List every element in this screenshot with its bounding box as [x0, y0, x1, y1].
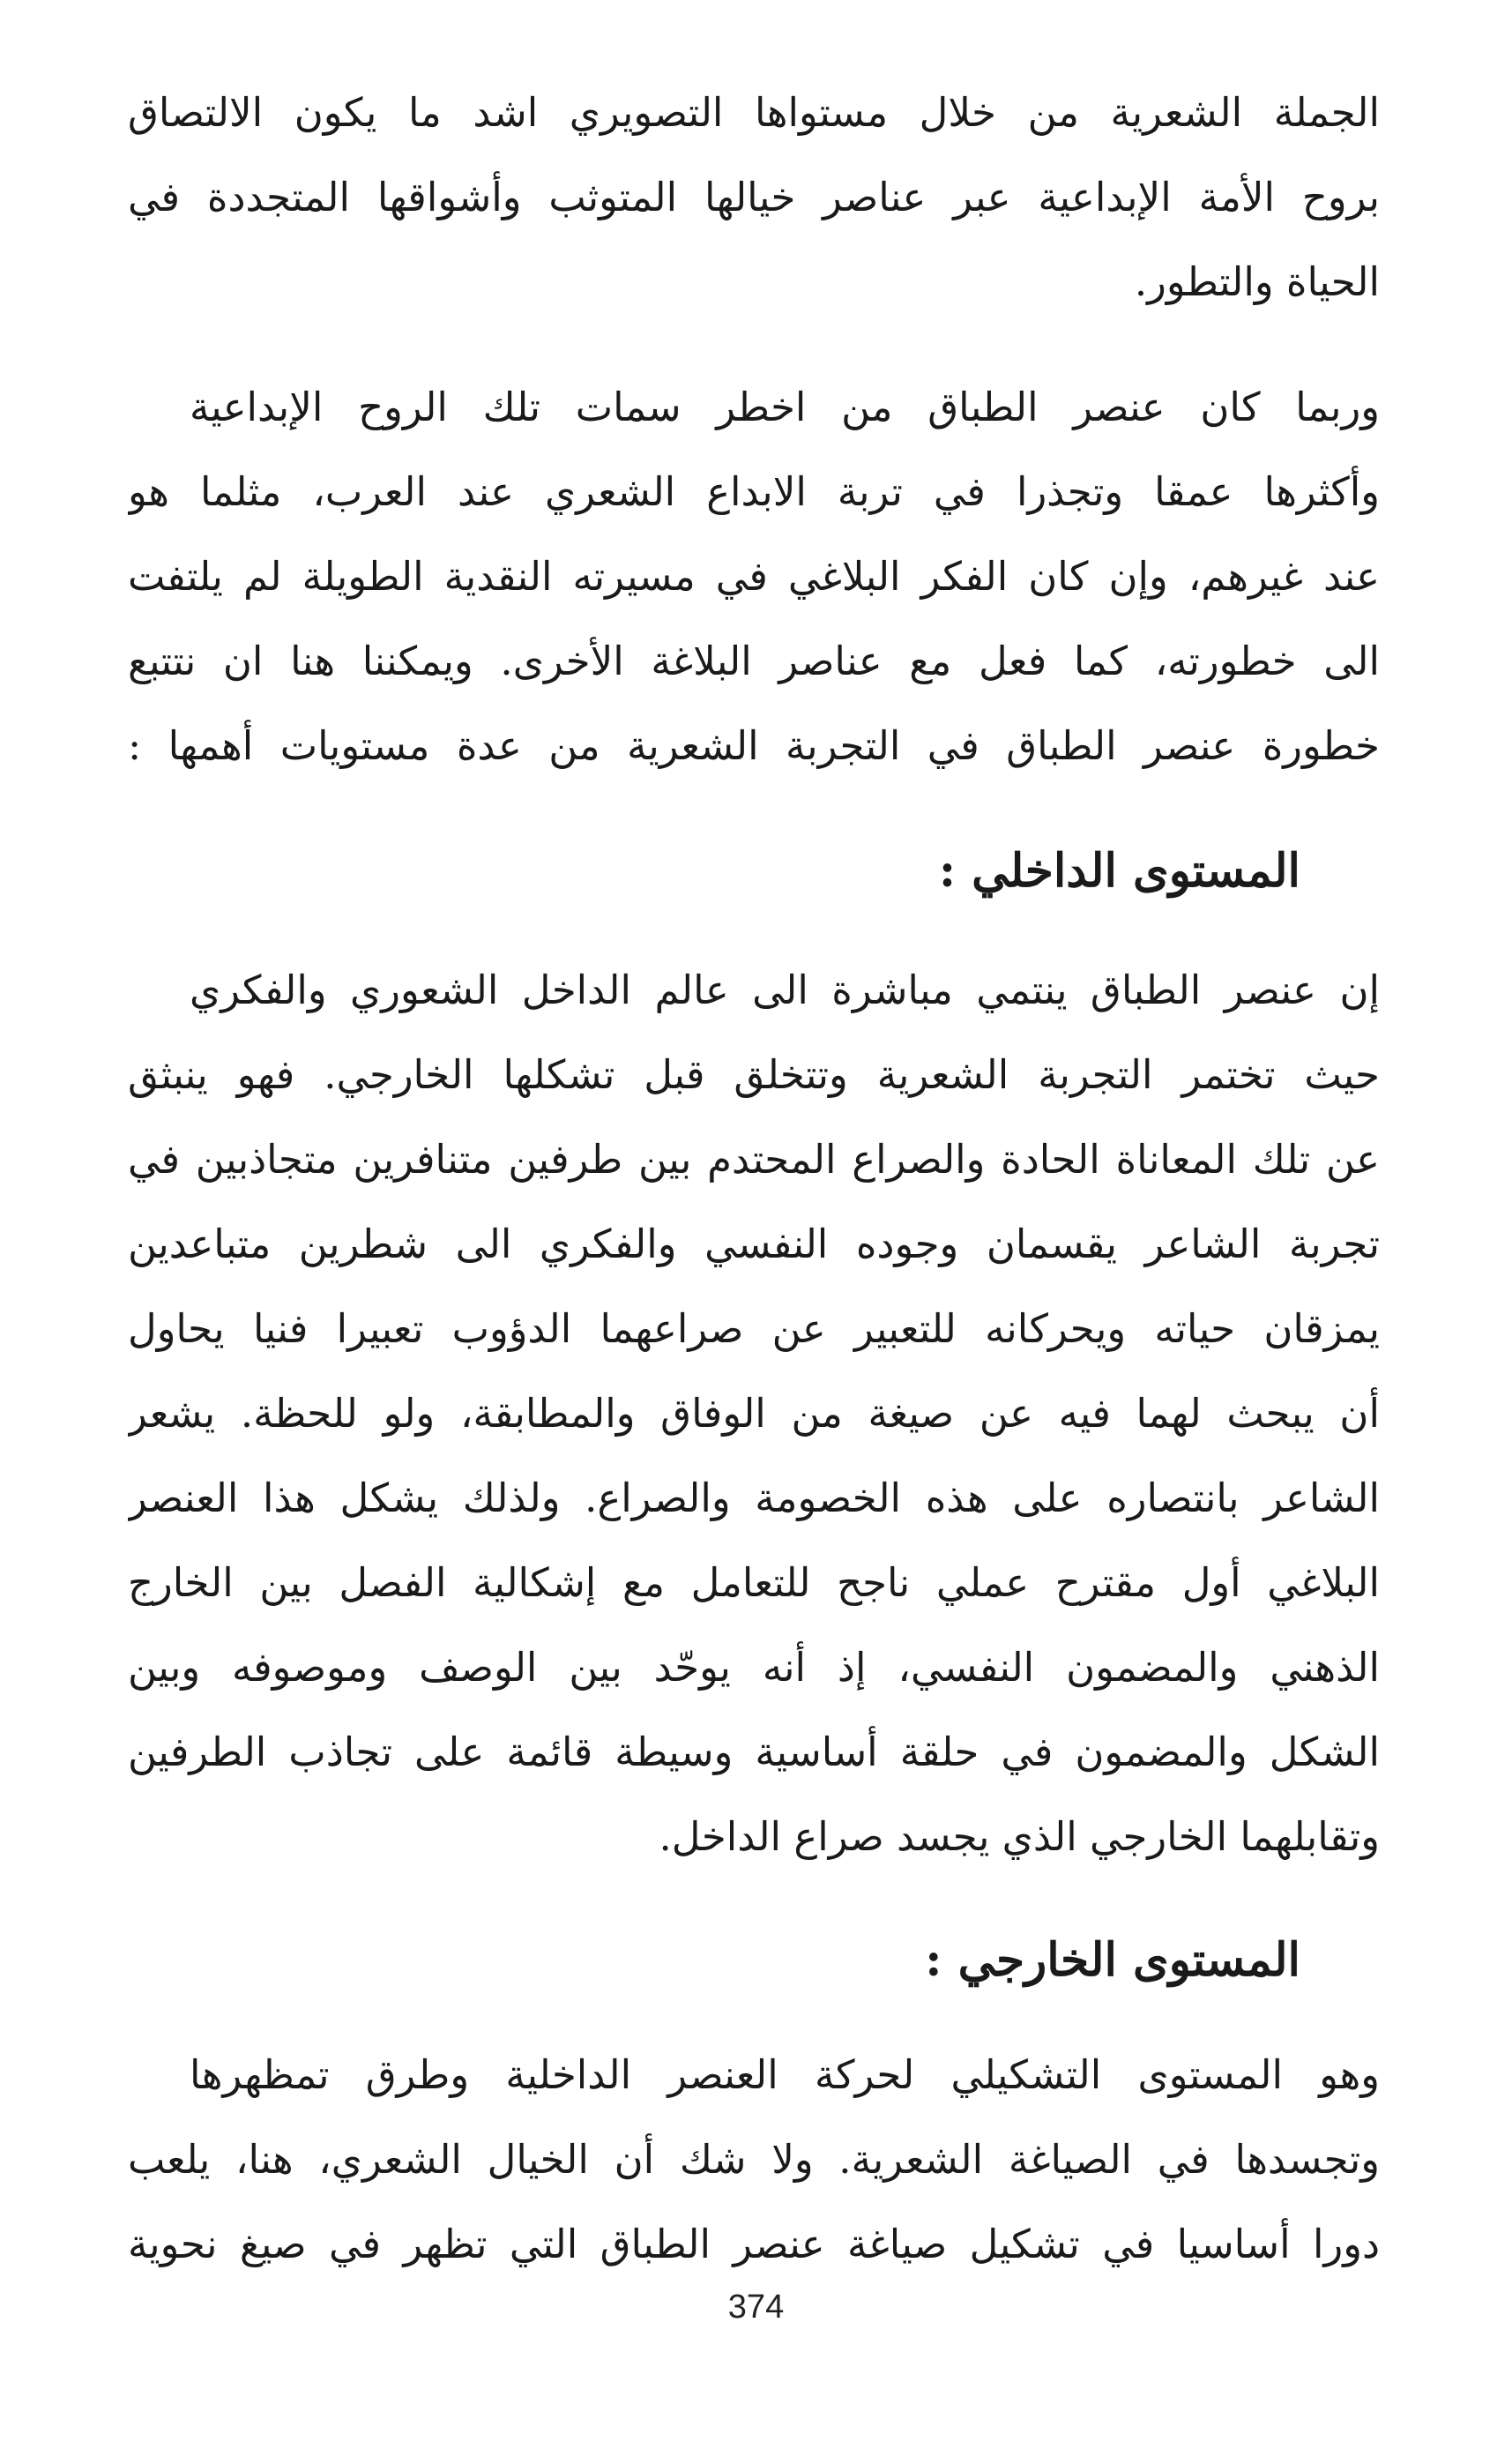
paragraph-2-line-5: خطورة عنصر الطباق في التجربة الشعرية من عدة مستويات أهمها : [128, 722, 1380, 769]
internal-line-1: إن عنصر الطباق ينتمي مباشرة الى عالم الداخل الشعوري والفكري [190, 967, 1380, 1013]
external-line-1: وهو المستوى التشكيلي لحركة العنصر الداخلية وطرق تمظهرها [190, 2051, 1380, 2098]
internal-line-8: البلاغي أول مقترح عملي ناجح للتعامل مع إشكالية الفصل بين الخارج [128, 1559, 1380, 1606]
section-heading-external: المستوى الخارجي : [925, 1933, 1300, 1987]
external-line-3: دورا أساسيا في تشكيل صياغة عنصر الطباق التي تظهر في صيغ نحوية [128, 2221, 1380, 2267]
internal-line-7: الشاعر بانتصاره على هذه الخصومة والصراع. ولذلك يشكل هذا العنصر [128, 1475, 1380, 1521]
internal-line-9: الذهني والمضمون النفسي، إذ أنه يوحّد بين الوصف وموصوفه وبين [128, 1644, 1380, 1691]
paragraph-2-line-4: الى خطورته، كما فعل مع عناصر البلاغة الأخرى. ويمكننا هنا ان نتتبع [128, 638, 1380, 684]
paragraph-1-line-3: الحياة والتطور. [1134, 258, 1380, 305]
internal-line-11: وتقابلهما الخارجي الذي يجسد صراع الداخل. [659, 1813, 1380, 1860]
section-heading-internal: المستوى الداخلي : [938, 844, 1300, 898]
internal-line-4: تجربة الشاعر يقسمان وجوده النفسي والفكري الى شطرين متباعدين [128, 1221, 1380, 1267]
paragraph-2-line-2: وأكثرها عمقا وتجذرا في تربة الابداع الشعري عند العرب، مثلما هو [128, 468, 1380, 515]
internal-line-2: حيث تختمر التجربة الشعرية وتتخلق قبل تشكلها الخارجي. فهو ينبثق [128, 1051, 1380, 1098]
paragraph-2-line-3: عند غيرهم، وإن كان الفكر البلاغي في مسيرته النقدية الطويلة لم يلتفت [128, 553, 1380, 600]
paragraph-1-line-1: الجملة الشعرية من خلال مستواها التصويري اشد ما يكون الالتصاق [128, 89, 1380, 136]
paragraph-1-line-2: بروح الأمة الإبداعية عبر عناصر خيالها المتوثب وأشواقها المتجددة في [128, 174, 1380, 220]
internal-line-10: الشكل والمضمون في حلقة أساسية وسيطة قائمة على تجاذب الطرفين [128, 1729, 1380, 1775]
page-number: 374 [727, 2289, 785, 2326]
paragraph-2-line-1: وربما كان عنصر الطباق من اخطر سمات تلك الروح الإبداعية [190, 384, 1380, 430]
internal-line-3: عن تلك المعاناة الحادة والصراع المحتدم بين طرفين متنافرين متجاذبين في [128, 1136, 1380, 1183]
internal-line-5: يمزقان حياته ويحركانه للتعبير عن صراعهما الدؤوب تعبيرا فنيا يحاول [128, 1305, 1380, 1352]
internal-line-6: أن يبحث لهما فيه عن صيغة من الوفاق والمطابقة، ولو للحظة. يشعر [128, 1390, 1380, 1437]
external-line-2: وتجسدها في الصياغة الشعرية. ولا شك أن الخيال الشعري، هنا، يلعب [128, 2136, 1380, 2183]
